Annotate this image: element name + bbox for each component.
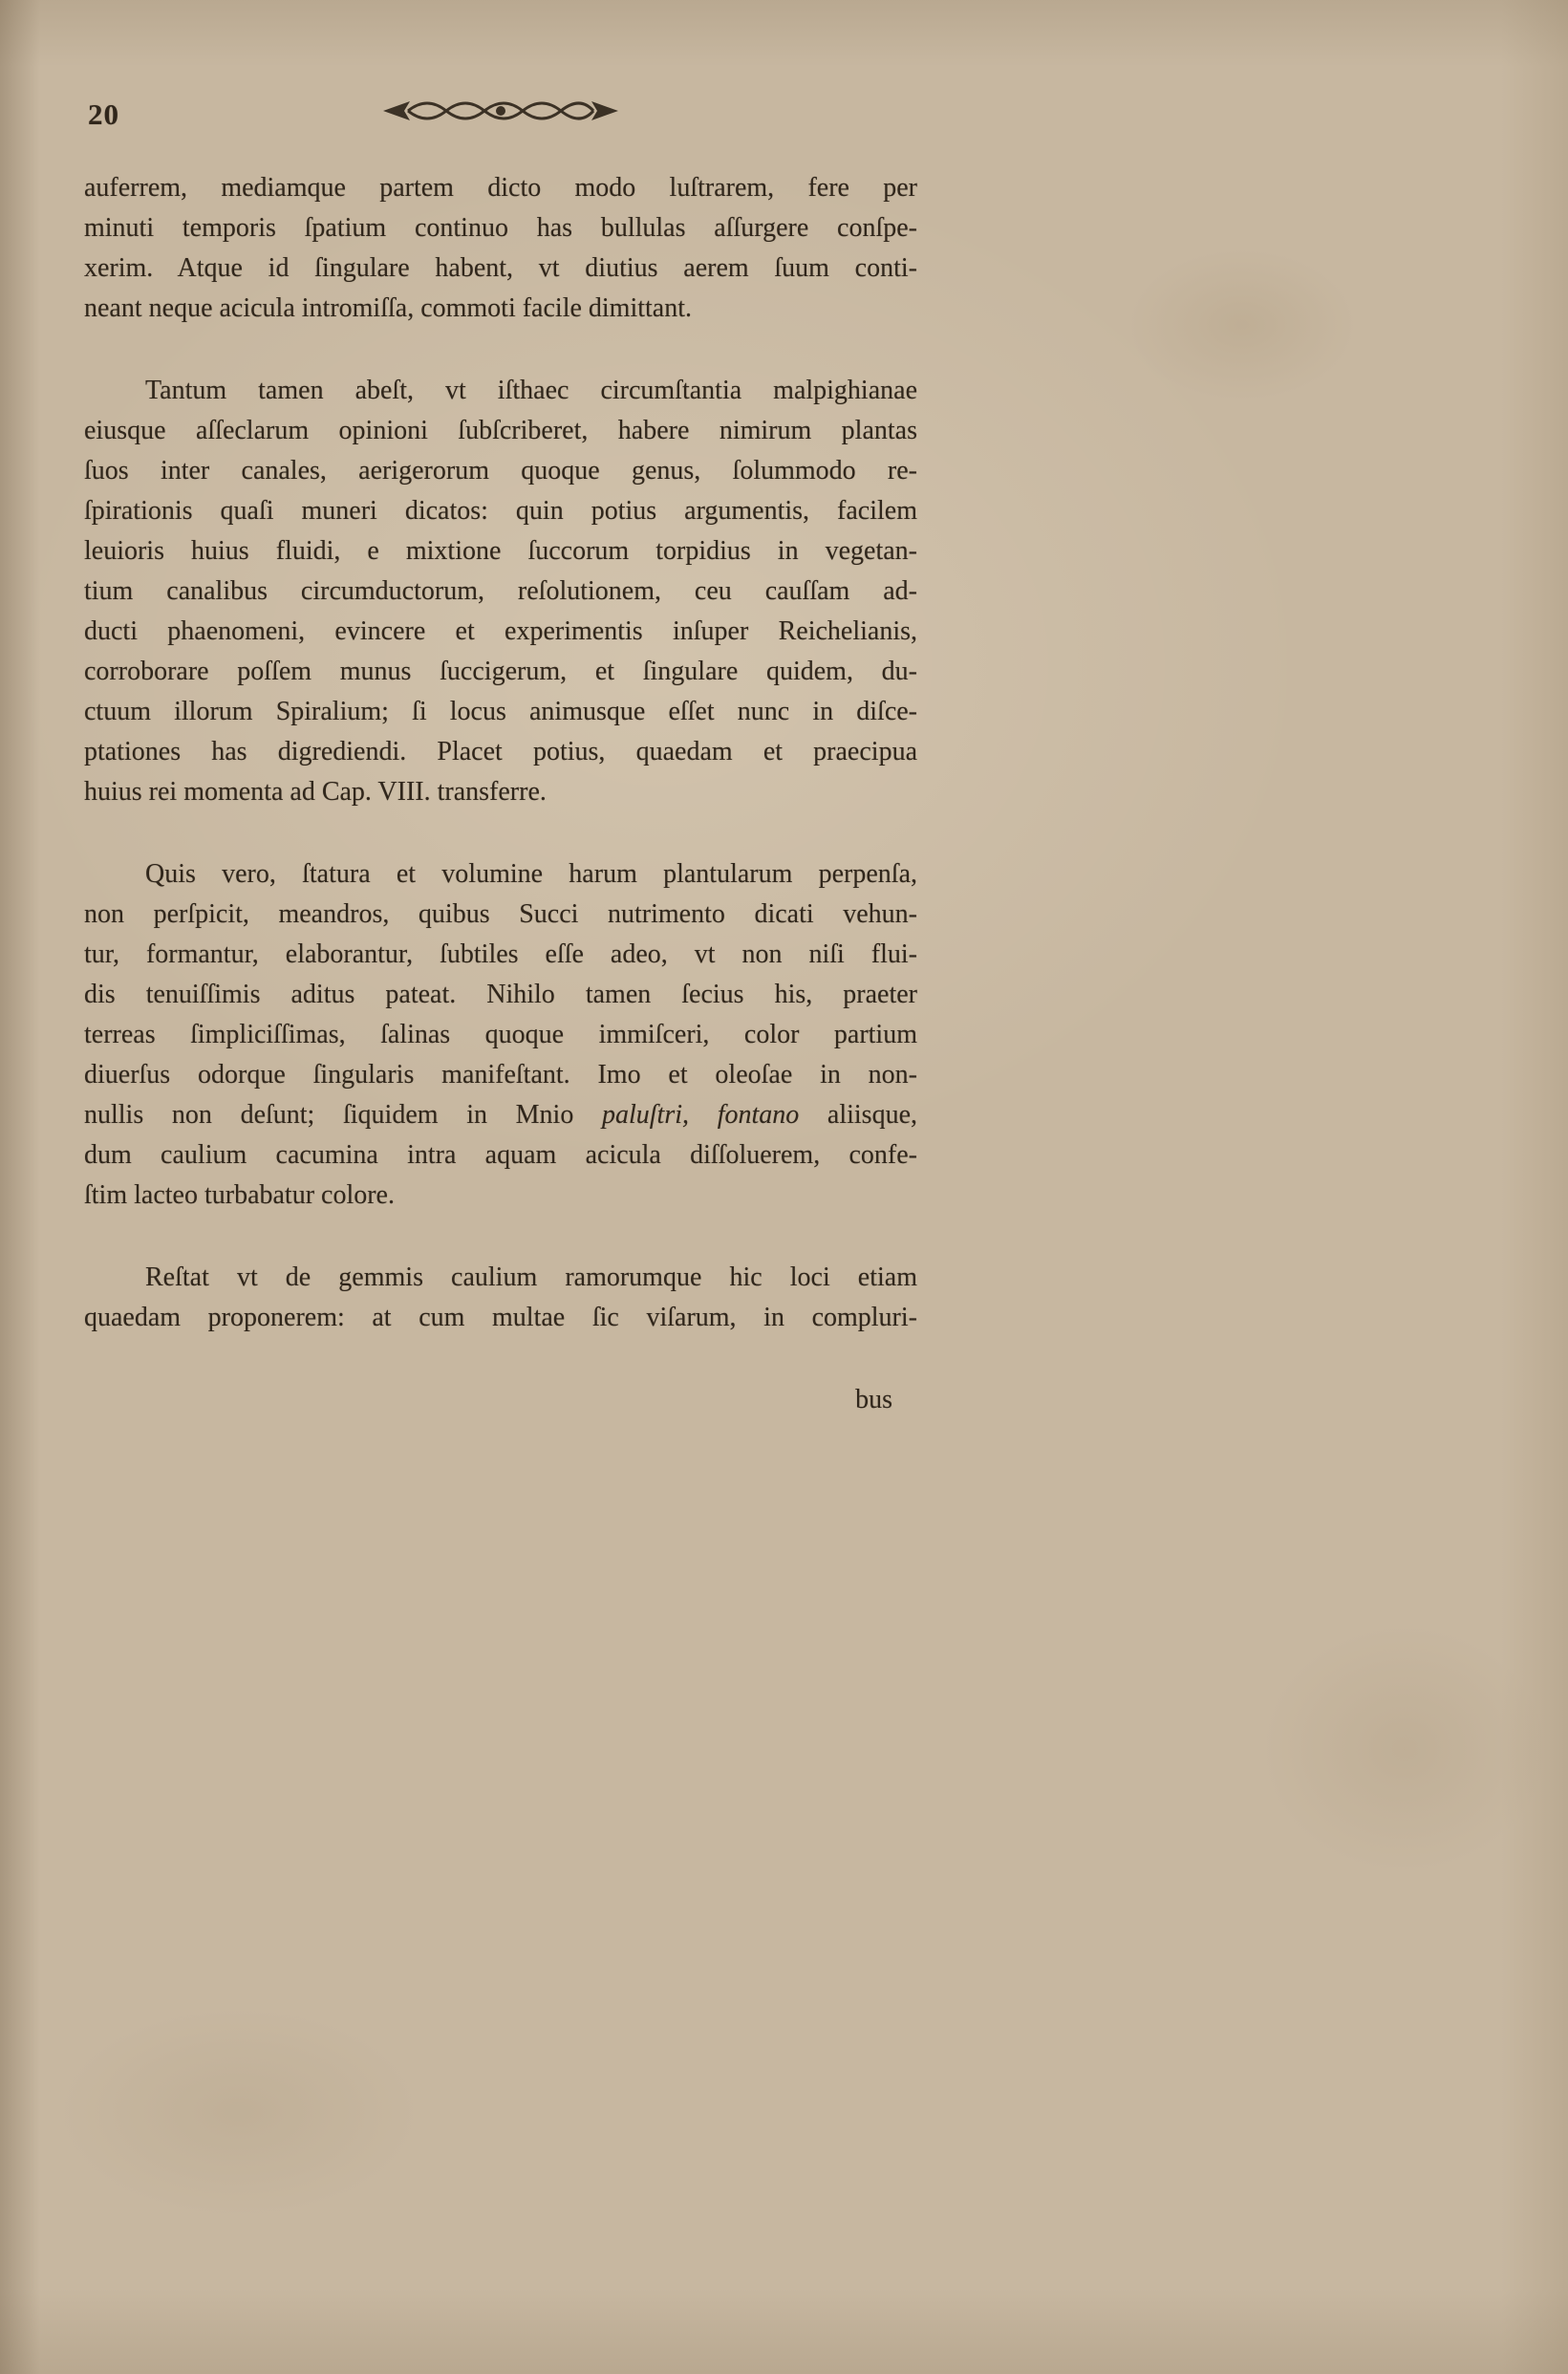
text-segment: nullis non deſunt; ſiquidem in Mnio [84, 1100, 602, 1130]
paragraph [84, 371, 917, 812]
paper-stain [1261, 1625, 1548, 1873]
text-line: Reſtat vt de gemmis caulium ramorumque hic loci etiam [145, 1263, 917, 1292]
paper-stain [1128, 248, 1357, 401]
text-line: quaedam proponerem: at cum multae ſic viſarum, in compluri- [84, 1303, 917, 1332]
text-line: ſtim lacteo turbabatur colore. [84, 1180, 395, 1210]
body-text [84, 168, 917, 1420]
text-line: minuti temporis ſpatium continuo has bullulas aſſurgere conſpe- [84, 213, 917, 243]
text-line: ctuum illorum Spiralium; ſi locus animusque eſſet nunc in diſce- [84, 697, 917, 726]
text-line: ſpirationis quaſi muneri dicatos: quin potius argumentis, facilem [84, 496, 917, 526]
text-line: diuerſus odorque ſingularis manifeſtant. Imo et oleoſae in non- [84, 1060, 917, 1090]
text-line: tium canalibus circumductorum, reſolutionem, ceu cauſſam ad- [84, 576, 917, 606]
text-line: auferrem, mediamque partem dicto modo luſtrarem, fere per [84, 173, 917, 203]
text-column [84, 88, 917, 1420]
text-line: leuioris huius fluidi, e mixtione ſuccorum torpidius in vegetan- [84, 536, 917, 566]
text-line: non perſpicit, meandros, quibus Succi nutrimento dicati vehun- [84, 899, 917, 929]
text-line: neant neque acicula intromiſſa, commoti facile dimittant. [84, 293, 693, 323]
header-ornament [381, 94, 620, 133]
italic-term: fontano [717, 1100, 800, 1130]
text-line: Tantum tamen abeſt, vt iſthaec circumſtantia malpighianae [145, 376, 917, 405]
text-line: eiusque aſſeclarum opinioni ſubſcriberet, habere nimirum plantas [84, 416, 917, 445]
text-line: corroborare poſſem munus ſuccigerum, et ſingulare quidem, du- [84, 657, 917, 686]
text-line: xerim. Atque id ſingulare habent, vt diutius aerem ſuum conti- [84, 253, 917, 283]
text-line: ducti phaenomeni, evincere et experimentis inſuper Reichelianis, [84, 616, 917, 646]
text-line: Quis vero, ſtatura et volumine harum plantularum perpenſa, [145, 859, 917, 889]
text-segment [689, 1100, 718, 1130]
text-segment: aliisque, [799, 1100, 918, 1130]
text-line: terreas ſimpliciſſimas, ſalinas quoque immiſceri, color partium [84, 1020, 917, 1049]
text-line: dum caulium cacumina intra aquam acicula diſſoluerem, confe- [84, 1140, 917, 1170]
catchword: bus [855, 1385, 892, 1414]
text-line [84, 1095, 917, 1135]
page-header [84, 88, 917, 143]
page-number: 20 [88, 97, 119, 131]
text-line: ſuos inter canales, aerigerorum quoque genus, ſolummodo re- [84, 456, 917, 486]
paragraph [84, 168, 917, 329]
text-line: ptationes has digrediendi. Placet potius, quaedam et praecipua [84, 737, 917, 766]
text-line: tur, formantur, elaborantur, ſubtiles eſſe adeo, vt non niſi flui- [84, 939, 917, 969]
paragraph [84, 854, 917, 1216]
text-line: dis tenuiſſimis aditus pateat. Nihilo tamen ſecius his, praeter [84, 980, 917, 1009]
italic-term: paluſtri, [602, 1100, 690, 1130]
paragraph [84, 1258, 917, 1338]
paper-stain [57, 2007, 420, 2217]
printer-fleuron-ornament-icon [381, 94, 620, 128]
text-line: huius rei momenta ad Cap. VIII. transferre. [84, 777, 547, 807]
